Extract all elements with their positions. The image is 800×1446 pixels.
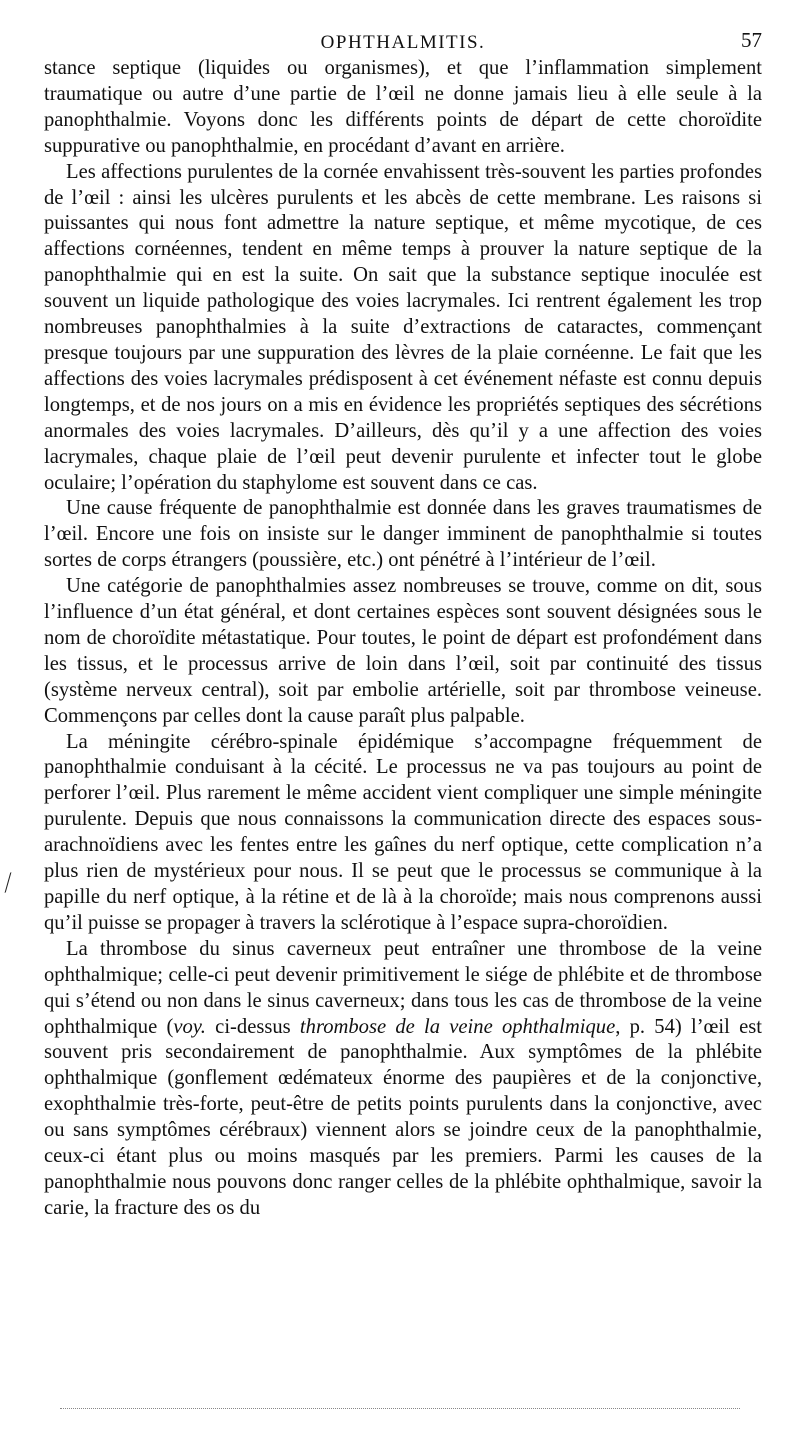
thrombosis-text-start: La thrombose du sinus caverneux peut entraîner une thrombose de la veine ophthalmique; celle-ci peut devenir primitivement le siége de phlébite et de thrombose qui s’étend ou non dans le sinus caverneux; dans tous les cas de thrombose de la veine ophthalmique ( — [44, 937, 762, 1038]
thrombosis-text-mid: ci-dessus — [205, 1015, 300, 1038]
body-text — [44, 56, 762, 1222]
paragraph-meningitis: La méningite cérébro-spinale épidémique s’accompagne fréquemment de panophthalmie conduisant à la cécité. Le processus ne va pas toujours au point de perforer l’œil. Plus rarement le même accident vient compliquer une simple méningite purulente. Depuis que nous connaissons la communication directe des espaces sous-arachnoïdiens avec les fentes entre les gaînes du nerf optique, cette complication n’a plus rien de mystérieux pour nous. Il se peut que le processus se communique à la papille du nerf optique, à la rétine et de là à la choroïde; mais nous comprenons aussi qu’il puisse se propager à travers la sclérotique à l’espace supra-choroïdien. — [44, 730, 762, 934]
running-title: OPHTHALMITIS. — [320, 32, 486, 53]
thrombosis-text-end: , p. 54) l’œil est souvent pris secondairement de panophthalmie. Aux symptômes de la phlébite ophthalmique (gonflement œdémateux énorme des paupières et de la conjonctive, exophthalmie très-forte, peut-être de petits points purulents dans la conjonctive, avec ou sans symptômes cérébraux) viennent alors se joindre ceux de la panophthalmie, ceux-ci étant plus ou moins masqués par les premiers. Parmi les causes de la panophthalmie nous pouvons donc ranger celles de la phlébite ophthalmique, savoir la carie, la fracture des os du — [44, 1015, 762, 1219]
running-header — [44, 26, 762, 56]
paragraph-thrombosis — [44, 937, 762, 1222]
cross-reference: thrombose de la veine ophthalmique — [299, 1015, 616, 1038]
page-number: 57 — [741, 28, 762, 52]
book-page — [44, 26, 762, 1222]
voy-abbrev: voy. — [173, 1015, 206, 1038]
paragraph-cornea-affections: Les affections purulentes de la cornée envahissent très-souvent les parties profondes de l’œil : ainsi les ulcères purulents et les abcès de cette membrane. Les raisons si puissantes qui nous font admettre la nature septique, et même mycotique, de ces affections cornéennes, tendent en même temps à prouver la nature septique de la panophthalmie qui en est la suite. On sait que la substance septique inoculée est souvent un liquide pathologique des voies lacrymales. Ici rentrent également les trop nombreuses panophthalmies à la suite d’extractions de cataractes, commençant presque toujours par une suppuration des lèvres de la plaie cornéenne. Le fait que les affections des voies lacrymales prédisposent à cet événement néfaste est connu depuis longtemps, et de nos jours on a mis en évidence les propriétés septiques des sécrétions anormales des voies lacrymales. D’ailleurs, dès qu’il y a une affection des voies lacrymales, chaque plaie de l’œil peut devenir purulente et infecter tout le globe oculaire; l’opération du staphylome est souvent dans ce cas. — [44, 160, 762, 494]
margin-pen-mark-icon: ⁄ — [1, 868, 16, 897]
paragraph-continued: stance septique (liquides ou organismes), et que l’inflammation simplement traumatique ou autre d’une partie de l’œil ne donne jamais lieu à elle seule à la panophthalmie. Voyons donc les différents points de départ de cette choroïdite suppurative ou panophthalmie, en procédant d’avant en arrière. — [44, 57, 762, 157]
footer-dotted-rule — [60, 1408, 740, 1409]
paragraph-general-state: Une catégorie de panophthalmies assez nombreuses se trouve, comme on dit, sous l’influence d’un état général, et dont certaines espèces sont souvent désignées sous le nom de choroïdite métastatique. Pour toutes, le point de départ est profondément dans les tissus, et le processus arrive de loin dans l’œil, soit par continuité des tissus (système nerveux central), soit par embolie artérielle, soit par thrombose veineuse. Commençons par celles dont la cause paraît plus palpable. — [44, 575, 762, 727]
paragraph-traumatisms: Une cause fréquente de panophthalmie est donnée dans les graves traumatismes de l’œil. Encore une fois on insiste sur le danger imminent de panophthalmie si toutes sortes de corps étrangers (poussière, etc.) ont pénétré à l’intérieur de l’œil. — [44, 497, 762, 572]
